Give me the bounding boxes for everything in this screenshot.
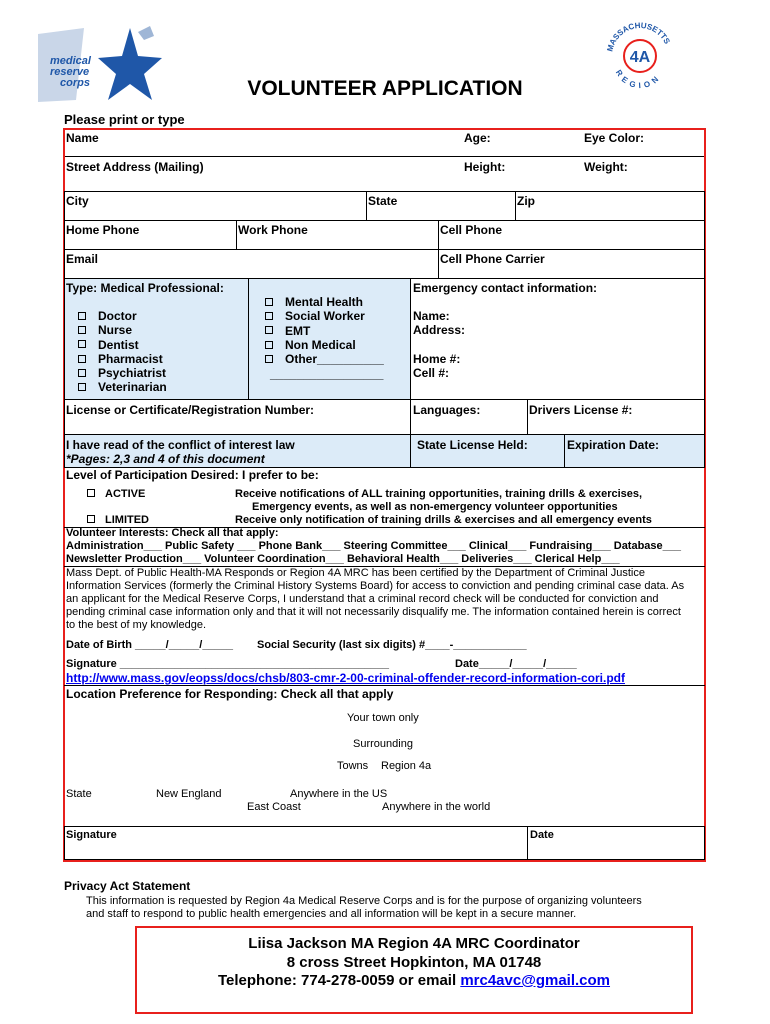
checkbox-other[interactable]: Other__________ <box>265 352 384 366</box>
emergency-box <box>410 278 705 400</box>
cori-signature-field[interactable]: Signature ____________________________________________ <box>66 658 389 670</box>
checkbox-social-worker[interactable]: Social Worker <box>265 309 384 323</box>
signature-field[interactable] <box>64 826 528 860</box>
checkbox-pharmacist[interactable]: Pharmacist <box>78 352 167 366</box>
city-field[interactable] <box>64 191 367 221</box>
option-state[interactable]: State <box>66 788 92 800</box>
email-label: Email <box>66 252 99 266</box>
city-label: City <box>66 194 89 208</box>
conflict-line-1: I have read of the conflict of interest law <box>66 438 295 452</box>
emergency-home-label: Home #: <box>413 352 461 366</box>
active-desc-1: Receive notifications of ALL training opportunities, training drills & exercises, <box>235 488 643 500</box>
type-label: Type: Medical Professional: <box>66 281 224 295</box>
license-label: License or Certificate/Registration Number: <box>66 403 315 417</box>
option-new-england[interactable]: New England <box>156 788 222 800</box>
checkbox-mental-health[interactable]: Mental Health <box>265 295 384 309</box>
interests-line-2[interactable]: Newsletter Production___ Volunteer Coordination___ Behavioral Health___ Deliveries___ Clerical Help___ <box>66 553 620 565</box>
checkbox-non-medical[interactable]: Non Medical <box>265 338 384 352</box>
checkbox-veterinarian[interactable]: Veterinarian <box>78 380 167 394</box>
option-east-coast[interactable]: East Coast <box>247 801 301 813</box>
option-anywhere-world[interactable]: Anywhere in the world <box>382 801 491 813</box>
option-anywhere-us[interactable]: Anywhere in the US <box>290 788 388 800</box>
privacy-line-1: This information is requested by Region 4a Medical Reserve Corps and is for the purpose of organizing volunteers <box>86 895 642 907</box>
location-label: Location Preference for Responding: Check all that apply <box>66 687 394 701</box>
work-phone-label: Work Phone <box>238 223 308 237</box>
contact-line-3: Telephone: 774-278-0059 or email mrc4avc@gmail.com <box>217 972 611 989</box>
emergency-address-label: Address: <box>413 323 466 337</box>
emergency-label: Emergency contact information: <box>413 281 598 295</box>
weight-label: Weight: <box>584 160 628 174</box>
state-label: State <box>368 194 398 208</box>
name-label: Name <box>66 131 99 145</box>
interests-label: Volunteer Interests: Check all that apply: <box>66 527 279 539</box>
eye-color-label: Eye Color: <box>584 131 645 145</box>
dob-field[interactable]: Date of Birth _____/_____/_____ <box>66 639 233 651</box>
checkbox-dentist[interactable]: Dentist <box>78 338 167 352</box>
interests-line-1[interactable]: Administration___ Public Safety ___ Phone Bank___ Steering Committee___ Clinical___ Fundraising___ Database___ <box>66 540 682 552</box>
limited-desc: Receive only notification of training drills & exercises and all emergency events <box>235 514 652 526</box>
checkbox-limited[interactable]: LIMITED <box>87 514 149 526</box>
cell-phone-label: Cell Phone <box>440 223 503 237</box>
seal-number: 4A <box>629 49 651 66</box>
divider <box>65 156 704 157</box>
option-surrounding[interactable]: Surrounding <box>353 738 413 750</box>
contact-line-1: Liisa Jackson MA Region 4A MRC Coordinator <box>248 935 580 952</box>
conflict-line-2: *Pages: 2,3 and 4 of this document <box>66 452 265 466</box>
checkbox-emt[interactable]: EMT <box>265 324 384 338</box>
date-label: Date <box>530 829 554 841</box>
email-field[interactable] <box>64 249 439 279</box>
cori-paragraph: Mass Dept. of Public Health-MA Responds or Region 4A MRC has been certified by the Department of Criminal Justice Information Services (formerly the Criminal History Systems Board) for access to conviction and pending criminal case data. As an applicant for the Medical Reserve Corps, I understand that a criminal record check will be conducted for conviction and pending criminal case information only and that it will not necessarily disqualify me. The information contained herein is correct to the best of my knowledge. <box>66 567 685 631</box>
mrc-word-2: reserve <box>50 66 90 78</box>
email-link[interactable]: mrc4avc@gmail.com <box>460 972 611 989</box>
zip-field[interactable] <box>515 191 705 221</box>
age-label: Age: <box>464 131 491 145</box>
svg-text:MASSACHUSETTS <box>605 21 672 53</box>
home-phone-label: Home Phone <box>66 223 140 237</box>
height-label: Height: <box>464 160 506 174</box>
drivers-license-label: Drivers License #: <box>529 403 633 417</box>
languages-label: Languages: <box>413 403 481 417</box>
privacy-line-2: and staff to respond to public health emergencies and all information will be kept in a secure manner. <box>86 908 577 920</box>
active-desc-2: Emergency events, as well as non-emergency volunteer opportunities <box>252 501 618 513</box>
checkbox-active[interactable]: ACTIVE <box>87 488 145 500</box>
cori-date-field[interactable]: Date_____/_____/_____ <box>455 658 577 670</box>
profession-list-right <box>265 295 384 366</box>
checkbox-nurse[interactable]: Nurse <box>78 323 167 337</box>
profession-list-left <box>78 309 167 395</box>
option-region[interactable]: Region 4a <box>381 760 432 772</box>
street-label: Street Address (Mailing) <box>66 160 204 174</box>
other-line[interactable]: _________________ <box>270 367 384 381</box>
mrc-word-1: medical <box>50 55 91 67</box>
seal-arc-text: MASSACHUSETTS <box>605 20 672 53</box>
state-license-label: State License Held: <box>417 438 528 452</box>
checkbox-psychiatrist[interactable]: Psychiatrist <box>78 366 167 380</box>
contact-line-2: 8 cross Street Hopkinton, MA 01748 <box>286 953 542 971</box>
contact-box <box>135 926 693 1014</box>
option-towns[interactable]: Towns <box>337 760 369 772</box>
mrc-word-3: corps <box>60 77 90 89</box>
divider <box>64 685 705 686</box>
signature-label: Signature <box>66 829 117 841</box>
privacy-title: Privacy Act Statement <box>64 879 191 893</box>
cori-link[interactable]: http://www.mass.gov/eopss/docs/chsb/803-cmr-2-00-criminal-offender-record-information-cori.pdf <box>66 671 625 685</box>
checkbox-doctor[interactable]: Doctor <box>78 309 167 323</box>
expiration-label: Expiration Date: <box>567 438 660 452</box>
option-your-town[interactable]: Your town only <box>347 712 419 724</box>
ssn-field[interactable]: Social Security (last six digits) #____-____________ <box>257 639 527 651</box>
seal-region-text: REGION <box>613 68 664 91</box>
participation-label: Level of Participation Desired: I prefer to be: <box>66 468 319 482</box>
cell-carrier-label: Cell Phone Carrier <box>440 252 545 266</box>
emergency-name-label: Name: <box>413 309 450 323</box>
zip-label: Zip <box>517 194 535 208</box>
emergency-cell-label: Cell #: <box>413 366 450 380</box>
print-note: Please print or type <box>64 112 185 127</box>
page-title: VOLUNTEER APPLICATION <box>247 77 523 100</box>
